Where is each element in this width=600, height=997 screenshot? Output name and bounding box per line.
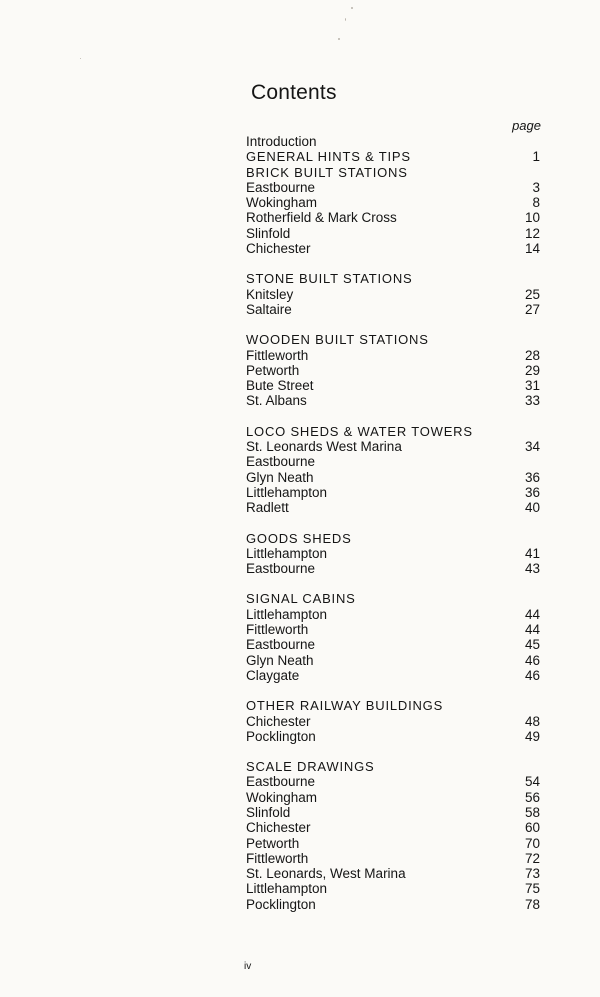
toc-entry-label: Petworth — [246, 362, 300, 378]
toc-entry-page-number: 43 — [524, 561, 540, 577]
toc-entry — [246, 714, 540, 729]
toc-entry-label: STONE BUILT STATIONS — [246, 271, 413, 287]
toc-entry — [246, 363, 540, 378]
toc-entry — [246, 195, 540, 210]
toc-section-heading — [246, 698, 540, 713]
toc-entry-label: Knitsley — [246, 286, 294, 302]
toc-entry-label: Introduction — [246, 134, 317, 149]
toc-entry — [246, 668, 540, 683]
toc-entry-label: Slinfold — [246, 804, 291, 820]
toc-entry-page-number: 45 — [524, 637, 540, 653]
toc-entry-label: GENERAL HINTS & TIPS — [246, 149, 411, 165]
toc-entry-label: Radlett — [246, 500, 289, 516]
toc-entry-label: Glyn Neath — [246, 652, 314, 668]
toc-entry-page-number: 49 — [524, 728, 540, 744]
toc-entry-label: Littlehampton — [246, 484, 328, 500]
page-column-label: page — [512, 118, 541, 133]
toc-entry-label: Bute Street — [246, 378, 314, 394]
toc-entry — [246, 470, 540, 485]
toc-entry-label: Chichester — [246, 820, 311, 836]
toc-section — [246, 424, 540, 516]
toc-entry-label: Chichester — [246, 241, 311, 257]
toc-entry-page-number: 12 — [524, 225, 540, 241]
toc-entry-label: Eastbourne — [246, 179, 316, 195]
toc-entry — [246, 851, 540, 866]
toc-entry-label: Littlehampton — [246, 881, 328, 897]
toc-entry-label: Slinfold — [246, 225, 291, 241]
toc-entry-page-number: 58 — [524, 804, 540, 820]
toc-entry-page-number: 48 — [524, 713, 540, 729]
toc-entry — [246, 500, 540, 515]
toc-section-heading — [246, 759, 540, 774]
toc-section — [246, 332, 540, 408]
toc-entry-label: SCALE DRAWINGS — [246, 759, 375, 775]
toc-entry — [246, 805, 540, 820]
toc-entry — [246, 622, 540, 637]
toc-entry-page-number: 46 — [524, 667, 540, 683]
page-number-footer: iv — [244, 961, 252, 972]
toc-entry-label: Eastbourne — [246, 774, 316, 790]
toc-entry-page-number: 27 — [524, 301, 540, 317]
toc-entry — [246, 729, 540, 744]
toc-entry — [246, 607, 540, 622]
toc-entry — [246, 881, 540, 896]
toc-entry-page-number: 3 — [532, 179, 540, 195]
toc-entry-page-number: 8 — [532, 195, 540, 211]
toc-entry-label: Littlehampton — [246, 606, 328, 622]
toc-entry — [246, 180, 540, 195]
toc-section-heading — [246, 149, 540, 164]
toc-entry — [246, 866, 540, 881]
paper-speck — [351, 7, 353, 9]
toc-entry-page-number: 36 — [524, 469, 540, 485]
toc-entry — [246, 820, 540, 835]
toc-entry-label: Rotherfield & Mark Cross — [246, 210, 397, 226]
toc-entry — [246, 653, 540, 668]
toc-entry — [246, 790, 540, 805]
toc-entry-page-number: 31 — [524, 378, 540, 394]
toc-entry-page-number: 1 — [532, 149, 540, 165]
table-of-contents — [246, 134, 540, 912]
toc-entry-page-number: 78 — [524, 896, 540, 912]
toc-entry-page-number: 29 — [524, 362, 540, 378]
toc-entry-page-number: 60 — [524, 820, 540, 836]
toc-entry-page-number: 54 — [524, 774, 540, 790]
toc-entry-page-number: 73 — [524, 866, 540, 882]
toc-entry — [246, 836, 540, 851]
toc-entry — [246, 302, 540, 317]
toc-entry-page-number: 56 — [524, 789, 540, 805]
toc-entry-label: Fittleworth — [246, 347, 309, 363]
toc-entry-page-number: 25 — [524, 286, 540, 302]
toc-entry — [246, 561, 540, 576]
toc-section — [246, 698, 540, 744]
toc-entry — [246, 378, 540, 393]
toc-entry — [246, 637, 540, 652]
page-title: Contents — [251, 81, 337, 104]
toc-entry-label: Chichester — [246, 713, 311, 729]
toc-section — [246, 271, 540, 317]
toc-entry-page-number: 41 — [524, 545, 540, 561]
toc-entry-page-number: 44 — [524, 606, 540, 622]
toc-entry-label: Petworth — [246, 835, 300, 851]
toc-entry-page-number: 14 — [524, 241, 540, 257]
paper-speck — [80, 58, 81, 59]
toc-entry-label: Wokingham — [246, 195, 318, 211]
toc-entry-label: Claygate — [246, 667, 300, 683]
toc-entry-page-number: 34 — [524, 439, 540, 455]
toc-section-heading — [246, 332, 540, 347]
toc-entry-page-number: 10 — [524, 210, 540, 226]
toc-entry-page-number: 70 — [524, 835, 540, 851]
paper-speck — [338, 38, 340, 40]
toc-entry-page-number: 46 — [524, 652, 540, 668]
paper-speck — [345, 18, 346, 21]
toc-entry-label: BRICK BUILT STATIONS — [246, 164, 408, 180]
toc-entry — [246, 454, 540, 469]
toc-section-heading — [246, 165, 540, 180]
toc-entry — [246, 241, 540, 256]
toc-entry-label: Pocklington — [246, 728, 316, 744]
toc-entry-page-number: 75 — [524, 881, 540, 897]
toc-entry-label: Saltaire — [246, 301, 292, 317]
toc-entry — [246, 348, 540, 363]
toc-entry — [246, 134, 540, 149]
toc-section — [246, 759, 540, 912]
toc-entry — [246, 226, 540, 241]
toc-entry-label: Eastbourne — [246, 637, 316, 653]
toc-entry — [246, 287, 540, 302]
toc-entry-page-number: 36 — [524, 484, 540, 500]
toc-entry-label: GOODS SHEDS — [246, 530, 352, 546]
toc-section-heading — [246, 591, 540, 606]
toc-entry — [246, 210, 540, 225]
toc-entry-label: Glyn Neath — [246, 469, 314, 485]
toc-entry-label: Littlehampton — [246, 545, 328, 561]
toc-section-heading — [246, 424, 540, 439]
toc-section-heading — [246, 531, 540, 546]
toc-entry-label: SIGNAL CABINS — [246, 591, 356, 607]
toc-entry — [246, 546, 540, 561]
toc-entry-label: Fittleworth — [246, 850, 309, 866]
toc-entry-label: Wokingham — [246, 789, 318, 805]
toc-entry-page-number: 40 — [524, 500, 540, 516]
toc-entry-label: St. Leonards West Marina — [246, 439, 402, 455]
toc-entry-label: Fittleworth — [246, 622, 309, 638]
toc-entry — [246, 897, 540, 912]
toc-entry-label: Pocklington — [246, 896, 316, 912]
toc-entry — [246, 774, 540, 789]
toc-entry — [246, 439, 540, 454]
toc-entry-page-number: 33 — [524, 393, 540, 409]
toc-entry-page-number: 28 — [524, 347, 540, 363]
toc-section — [246, 531, 540, 577]
toc-section-heading — [246, 271, 540, 286]
toc-entry-page-number: 44 — [524, 622, 540, 638]
toc-entry-label: St. Leonards, West Marina — [246, 866, 406, 882]
toc-entry-label: LOCO SHEDS & WATER TOWERS — [246, 423, 473, 439]
toc-section — [246, 134, 540, 256]
toc-entry-label: OTHER RAILWAY BUILDINGS — [246, 698, 444, 714]
toc-entry-label: St. Albans — [246, 393, 307, 409]
toc-entry-label: Eastbourne — [246, 561, 316, 577]
toc-entry — [246, 485, 540, 500]
toc-section — [246, 591, 540, 683]
toc-entry-label: Eastbourne — [246, 454, 316, 470]
toc-entry — [246, 393, 540, 408]
toc-entry-page-number: 72 — [524, 850, 540, 866]
toc-entry-label: WOODEN BUILT STATIONS — [246, 332, 429, 348]
